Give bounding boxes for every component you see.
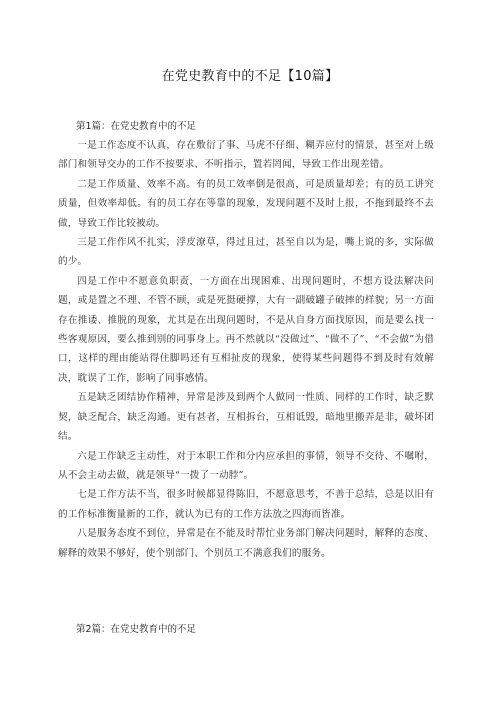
document-title: 在党史教育中的不足【10篇】 xyxy=(161,69,339,84)
paragraph: 三是工作作风不扎实，浮皮潦草，得过且过，甚至自以为是，嘴上说的多，实际做的少。 xyxy=(58,237,434,268)
section-2-heading: 第2篇：在党史教育中的不足 xyxy=(76,624,197,635)
paragraph: 二是工作质量、效率不高。有的员工效率倒是很高，可是质量却差；有的员工讲究质量，但效率却低。有的员工存在等靠的现象，发现问题不及时上报，不拖到最终不去做，导致工作比较被动。 xyxy=(58,178,434,229)
paragraph: 四是工作中不愿意负职责，一方面在出现困难、出现问题时，不想方设法解决问题，或是置之不理、不管不顾，或是死挺硬撑，大有一副破罐子破摔的样貌；另一方面存在推诿、推脱的现象，尤其是在出现问题时，不是从自身方面找原因，而是要么找一些客观原因，要么推到别的同事身上。再不然就以“没做过”、“做不了”、“不会做”为借口，这样的理由能站得住脚吗还有互相扯皮的现象，使得某些问题得不到及时有效解决，耽误了工作，影响了同事感情。 xyxy=(58,275,434,384)
paragraph: 六是工作缺乏主动性，对于本职工作和分内应承担的事情，领导不交待、不嘱咐，从不会主动去做，就是领导“一拨了一动脖”。 xyxy=(58,450,434,481)
section-1-heading: 第1篇：在党史教育中的不足 xyxy=(76,121,197,132)
section-2 xyxy=(76,621,196,639)
paragraph: 八是服务态度不到位，异常是在不能及时帮忙业务部门解决问题时，解释的态度、解释的效果不够好，使个别部门、个别员工不满意我们的服务。 xyxy=(58,528,434,559)
paragraph: 七是工作方法不当，很多时候都显得陈旧，不愿意思考，不善于总结，总是以旧有的工作标准衡量新的工作，就认为已有的工作方法放之四海而皆准。 xyxy=(58,489,434,520)
paragraph: 一是工作态度不认真，存在敷衍了事、马虎不仔细、糊弄应付的情景，甚至对上级部门和领导交办的工作不按要求、不听指示，置若罔闻，导致工作出现差错。 xyxy=(58,140,434,171)
paragraph: 五是缺乏团结协作精神，异常是涉及到两个人做同一性质、同样的工作时，缺乏默契，缺乏配合，缺乏沟通。更有甚者，互相拆台，互相诋毁，暗地里搬弄是非，破坏团结。 xyxy=(58,392,434,443)
section-1 xyxy=(58,118,434,563)
